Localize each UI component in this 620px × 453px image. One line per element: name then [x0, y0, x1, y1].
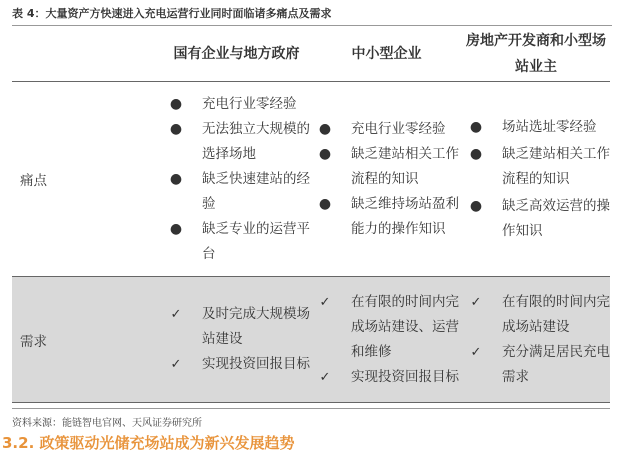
bullet-icon: ●: [469, 197, 483, 214]
row-label-needs: 需求: [12, 277, 162, 403]
checkmark-icon: ✓: [170, 357, 182, 372]
list-item: [162, 117, 311, 167]
checkmark-icon: ✓: [170, 307, 182, 322]
bullet-icon: ●: [169, 120, 183, 137]
list-item: [162, 92, 311, 117]
list-item-text: 充电行业零经验: [351, 120, 446, 137]
list-item: [162, 167, 311, 217]
bullet-icon: ●: [469, 118, 483, 135]
list-item-text: 实现投资回报目标: [202, 356, 310, 372]
list-item-text: 缺乏专业的运营平台: [202, 220, 310, 262]
section-heading: 3.2. 政策驱动光储充场站成为新兴发展趋势: [2, 434, 295, 452]
bullet-icon: ●: [169, 220, 183, 237]
list-item-text: 缺乏维持场站盈利能力的操作知识: [351, 195, 459, 237]
list-item: [462, 290, 610, 340]
bullet-icon: ●: [318, 120, 332, 137]
list-item-text: 缺乏快速建站的经验: [202, 170, 310, 212]
list-item-text: 缺乏建站相关工作流程的知识: [502, 145, 610, 187]
list-item: [311, 117, 462, 142]
list-item: [162, 217, 311, 267]
table-row-pain-points: [12, 82, 610, 277]
header-state-enterprises: 国有企业与地方政府: [173, 45, 300, 62]
list-item: [462, 142, 610, 192]
header-real-estate: 房地产开发商和小型场站业主: [466, 32, 606, 75]
bullet-icon: ●: [169, 170, 183, 187]
list-item: [311, 192, 462, 242]
header-cell-blank: [12, 26, 162, 82]
list-item-text: 无法独立大规模的选择场地: [202, 120, 310, 162]
checkmark-icon: ✓: [319, 294, 331, 310]
list-item-text: 在有限的时间内完成场站建设: [502, 293, 610, 335]
bullet-icon: ●: [318, 195, 332, 212]
table-row-needs: [12, 277, 610, 403]
list-item-text: 充电行业零经验: [202, 95, 297, 112]
source-note: 资料来源：能链智电官网、天风证券研究所: [12, 408, 610, 429]
list-item: [311, 142, 462, 192]
list-item: [311, 365, 462, 390]
list-item: [462, 340, 610, 390]
list-item-text: 实现投资回报目标: [351, 368, 459, 385]
list-item: [311, 290, 462, 365]
list-item: [462, 115, 610, 140]
list-item-text: 场站选址零经验: [502, 118, 597, 135]
list-item-text: 缺乏建站相关工作流程的知识: [351, 145, 459, 187]
bullet-icon: ●: [169, 95, 183, 112]
checkmark-icon: ✓: [319, 369, 331, 385]
bullet-icon: ●: [318, 145, 332, 162]
pain-points-table: [12, 26, 610, 403]
list-item-text: 充分满足居民充电需求: [502, 343, 610, 385]
cell: [162, 82, 311, 277]
list-item: [462, 194, 610, 244]
checkmark-icon: ✓: [470, 294, 482, 310]
checkmark-icon: ✓: [470, 344, 482, 360]
cell: [311, 277, 462, 403]
bullet-icon: ●: [469, 145, 483, 162]
list-item-text: 及时完成大规模场站建设: [202, 306, 310, 347]
list-item-text: 在有限的时间内完成场站建设、运营和维修: [351, 293, 459, 360]
list-item-text: 缺乏高效运营的操作知识: [502, 197, 610, 239]
header-smes: 中小型企业: [351, 45, 422, 62]
table-header-row: [12, 26, 610, 82]
cell: [462, 82, 610, 277]
cell: [162, 277, 311, 403]
row-label-pain-points: 痛点: [12, 82, 162, 277]
table-caption: 表 4：大量资产方快速进入充电运营行业同时面临诸多痛点及需求: [12, 5, 612, 26]
list-item: [162, 302, 311, 352]
list-item: [162, 352, 311, 377]
cell: [311, 82, 462, 277]
cell: [462, 277, 610, 403]
